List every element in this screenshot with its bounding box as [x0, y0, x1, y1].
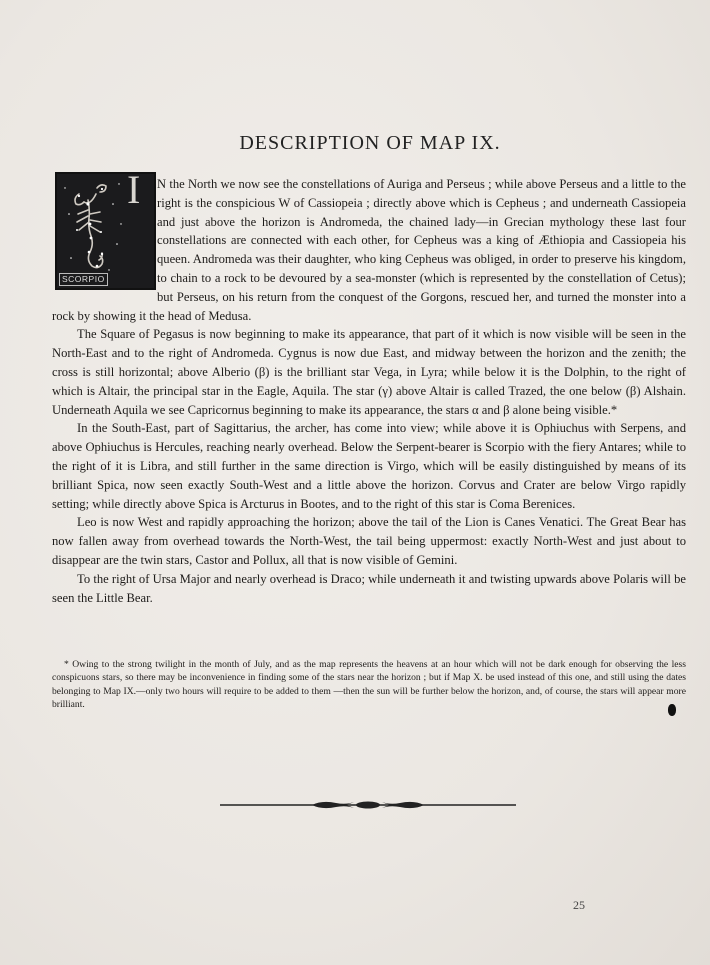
paragraph-1-lead: N: [157, 177, 167, 191]
page-title: DESCRIPTION OF MAP IX.: [239, 132, 501, 154]
ornamental-divider: [220, 797, 516, 813]
initial-letter: I: [127, 167, 141, 212]
paragraph-4: Leo is now West and rapidly approaching the horizon; above the tail of the Lion is Canes Venatici. The Great Bear has now fallen away from overhead towards the North-West, the tail being uppermost: exactly North-West and just about to disappear are the twin stars, Castor and Pollux, all that is now visible of Gemini.: [52, 515, 686, 567]
footnote: [52, 658, 686, 711]
footnote-text: * Owing to the strong twilight in the month of July, and as the map represents the heavens at an hour which will not be dark enough for observing the less conspicuons stars, so there may be inconvenience in finding some of the stars near the horizon ; but if Map X. be used instead of this one, and still using the dates belonging to Map IX.—only two hours will require to be added to them —then the sun will be further below the horizon, and, of course, the stars will appear more brilliant.: [52, 659, 686, 710]
body-text: [52, 175, 686, 607]
paragraph-3: In the South-East, part of Sagittarius, the archer, has come into view; while above it is Ophiuchus with Serpens, and above Ophiuchus is Hercules, reaching nearly overhead. Below the Serpent-bearer is Scorpio with the fiery Antares; while to the right of it is Libra, and still further in the same direction is Virgo, which will be easily distinguished by means of its brilliant Spica, now seen exactly South-West and a little above the horizon. Corvus and Crater are below Virgo rapidly setting; while directly above Spica is Arcturus in Bootes, and to the right of this star is Coma Berenices.: [52, 421, 686, 511]
ink-mark: [668, 704, 676, 716]
scorpio-label: SCORPIO: [59, 273, 108, 286]
paragraph-2: The Square of Pegasus is now beginning to make its appearance, that part of it which is now visible will be seen in the North-East and to the right of Andromeda. Cygnus is now due East, and midway between the horizon and the zenith; the cross is still horizontal; above Alberio (β) is the brilliant star Vega, in Lyra; while below it is the Dolphin, to the right of which is Altair, the principal star in the Eagle, Aquila. The star (γ) above Altair is called Trazed, the one below (β) Alshain. Underneath Aquila we see Capricornus beginning to make its appearance, the stars α and β alone being visible.*: [52, 327, 686, 417]
paragraph-1-text: the North we now see the constellations of Auriga and Perseus ; while above Perseus and a little to the right is the conspicious W of Cassiopeia ; directly above which is Cepheus ; and underneath Cassiopeia and just above the horizon is Andromeda, the chained lady—in Grecian mythology these last four constellations are connected with each other, for Cepheus was a king of Æthiopia and Cassiopeia his queen. Andromeda was their daughter, who king Cepheus was obliged, in order to preserve his kingdom, to chain to a rock to be devoured by a sea-monster (which is represented by the constellation of Cetus); but Perseus, on his return from the conquest of the Gorgons, rescued her, and turned the monster into a rock by showing it the head of Medusa.: [52, 177, 686, 323]
page-number: 25: [573, 898, 585, 912]
paragraph-5: To the right of Ursa Major and nearly overhead is Draco; while underneath it and twisting upwards above Polaris will be seen the Little Bear.: [52, 571, 686, 605]
initial-spacer: [52, 175, 157, 299]
